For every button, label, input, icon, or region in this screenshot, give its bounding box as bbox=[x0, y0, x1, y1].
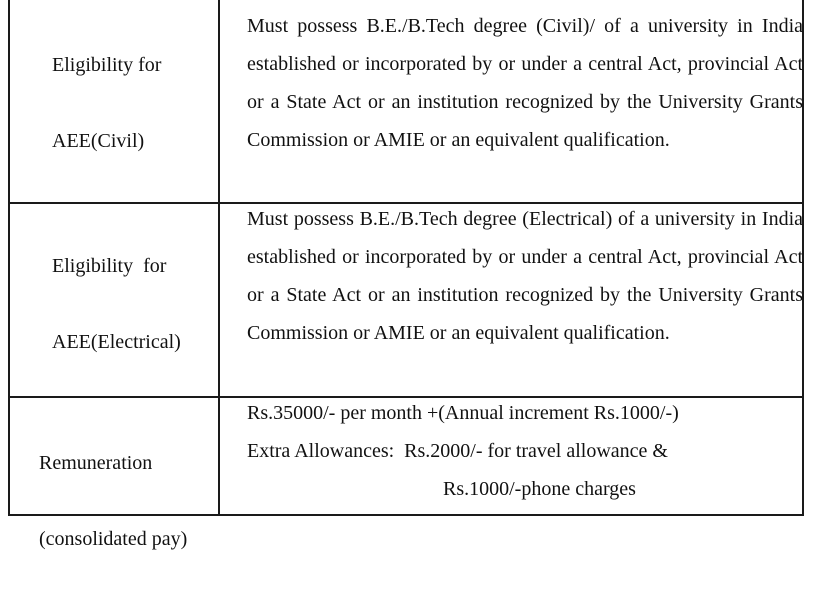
label-line: (consolidated pay) bbox=[39, 528, 188, 550]
eligibility-table bbox=[8, 0, 804, 550]
remuneration-line: Extra Allowances: Rs.2000/- for travel allowance & bbox=[247, 440, 668, 462]
row-description-aee-civil: Must possess B.E./B.Tech degree (Civil)/ of a university in India established or incorporated by or under a central Act, provincial Act or a State Act or an institution recognized by the University Grants Commission or AMIE or an equivalent qualification. bbox=[247, 15, 803, 151]
row-label-aee-electrical bbox=[52, 209, 181, 399]
row-label-aee-civil bbox=[52, 8, 161, 198]
row-description-aee-electrical: Must possess B.E./B.Tech degree (Electrical) of a university in India established or incorporated by or under a central Act, provincial Act or a State Act or an institution recognized by the University Grants Commission or AMIE or an equivalent qualification. bbox=[247, 208, 803, 344]
label-line: AEE(Electrical) bbox=[52, 331, 181, 353]
table-row-aee-civil bbox=[10, 0, 802, 204]
table-row-aee-electrical bbox=[10, 204, 802, 398]
label-line: Eligibility for bbox=[52, 255, 167, 277]
column-divider bbox=[218, 204, 220, 396]
column-divider bbox=[218, 0, 220, 202]
column-divider bbox=[218, 398, 220, 514]
label-line: Remuneration bbox=[39, 452, 153, 474]
label-line: Eligibility for bbox=[52, 54, 162, 76]
row-label-remuneration bbox=[39, 406, 187, 596]
remuneration-line: Rs.1000/-phone charges bbox=[443, 478, 636, 500]
remuneration-line: Rs.35000/- per month +(Annual increment Rs.1000/-) bbox=[247, 402, 679, 424]
label-line: AEE(Civil) bbox=[52, 130, 145, 152]
row-description-remuneration bbox=[247, 394, 803, 508]
table-row-remuneration bbox=[10, 398, 802, 550]
